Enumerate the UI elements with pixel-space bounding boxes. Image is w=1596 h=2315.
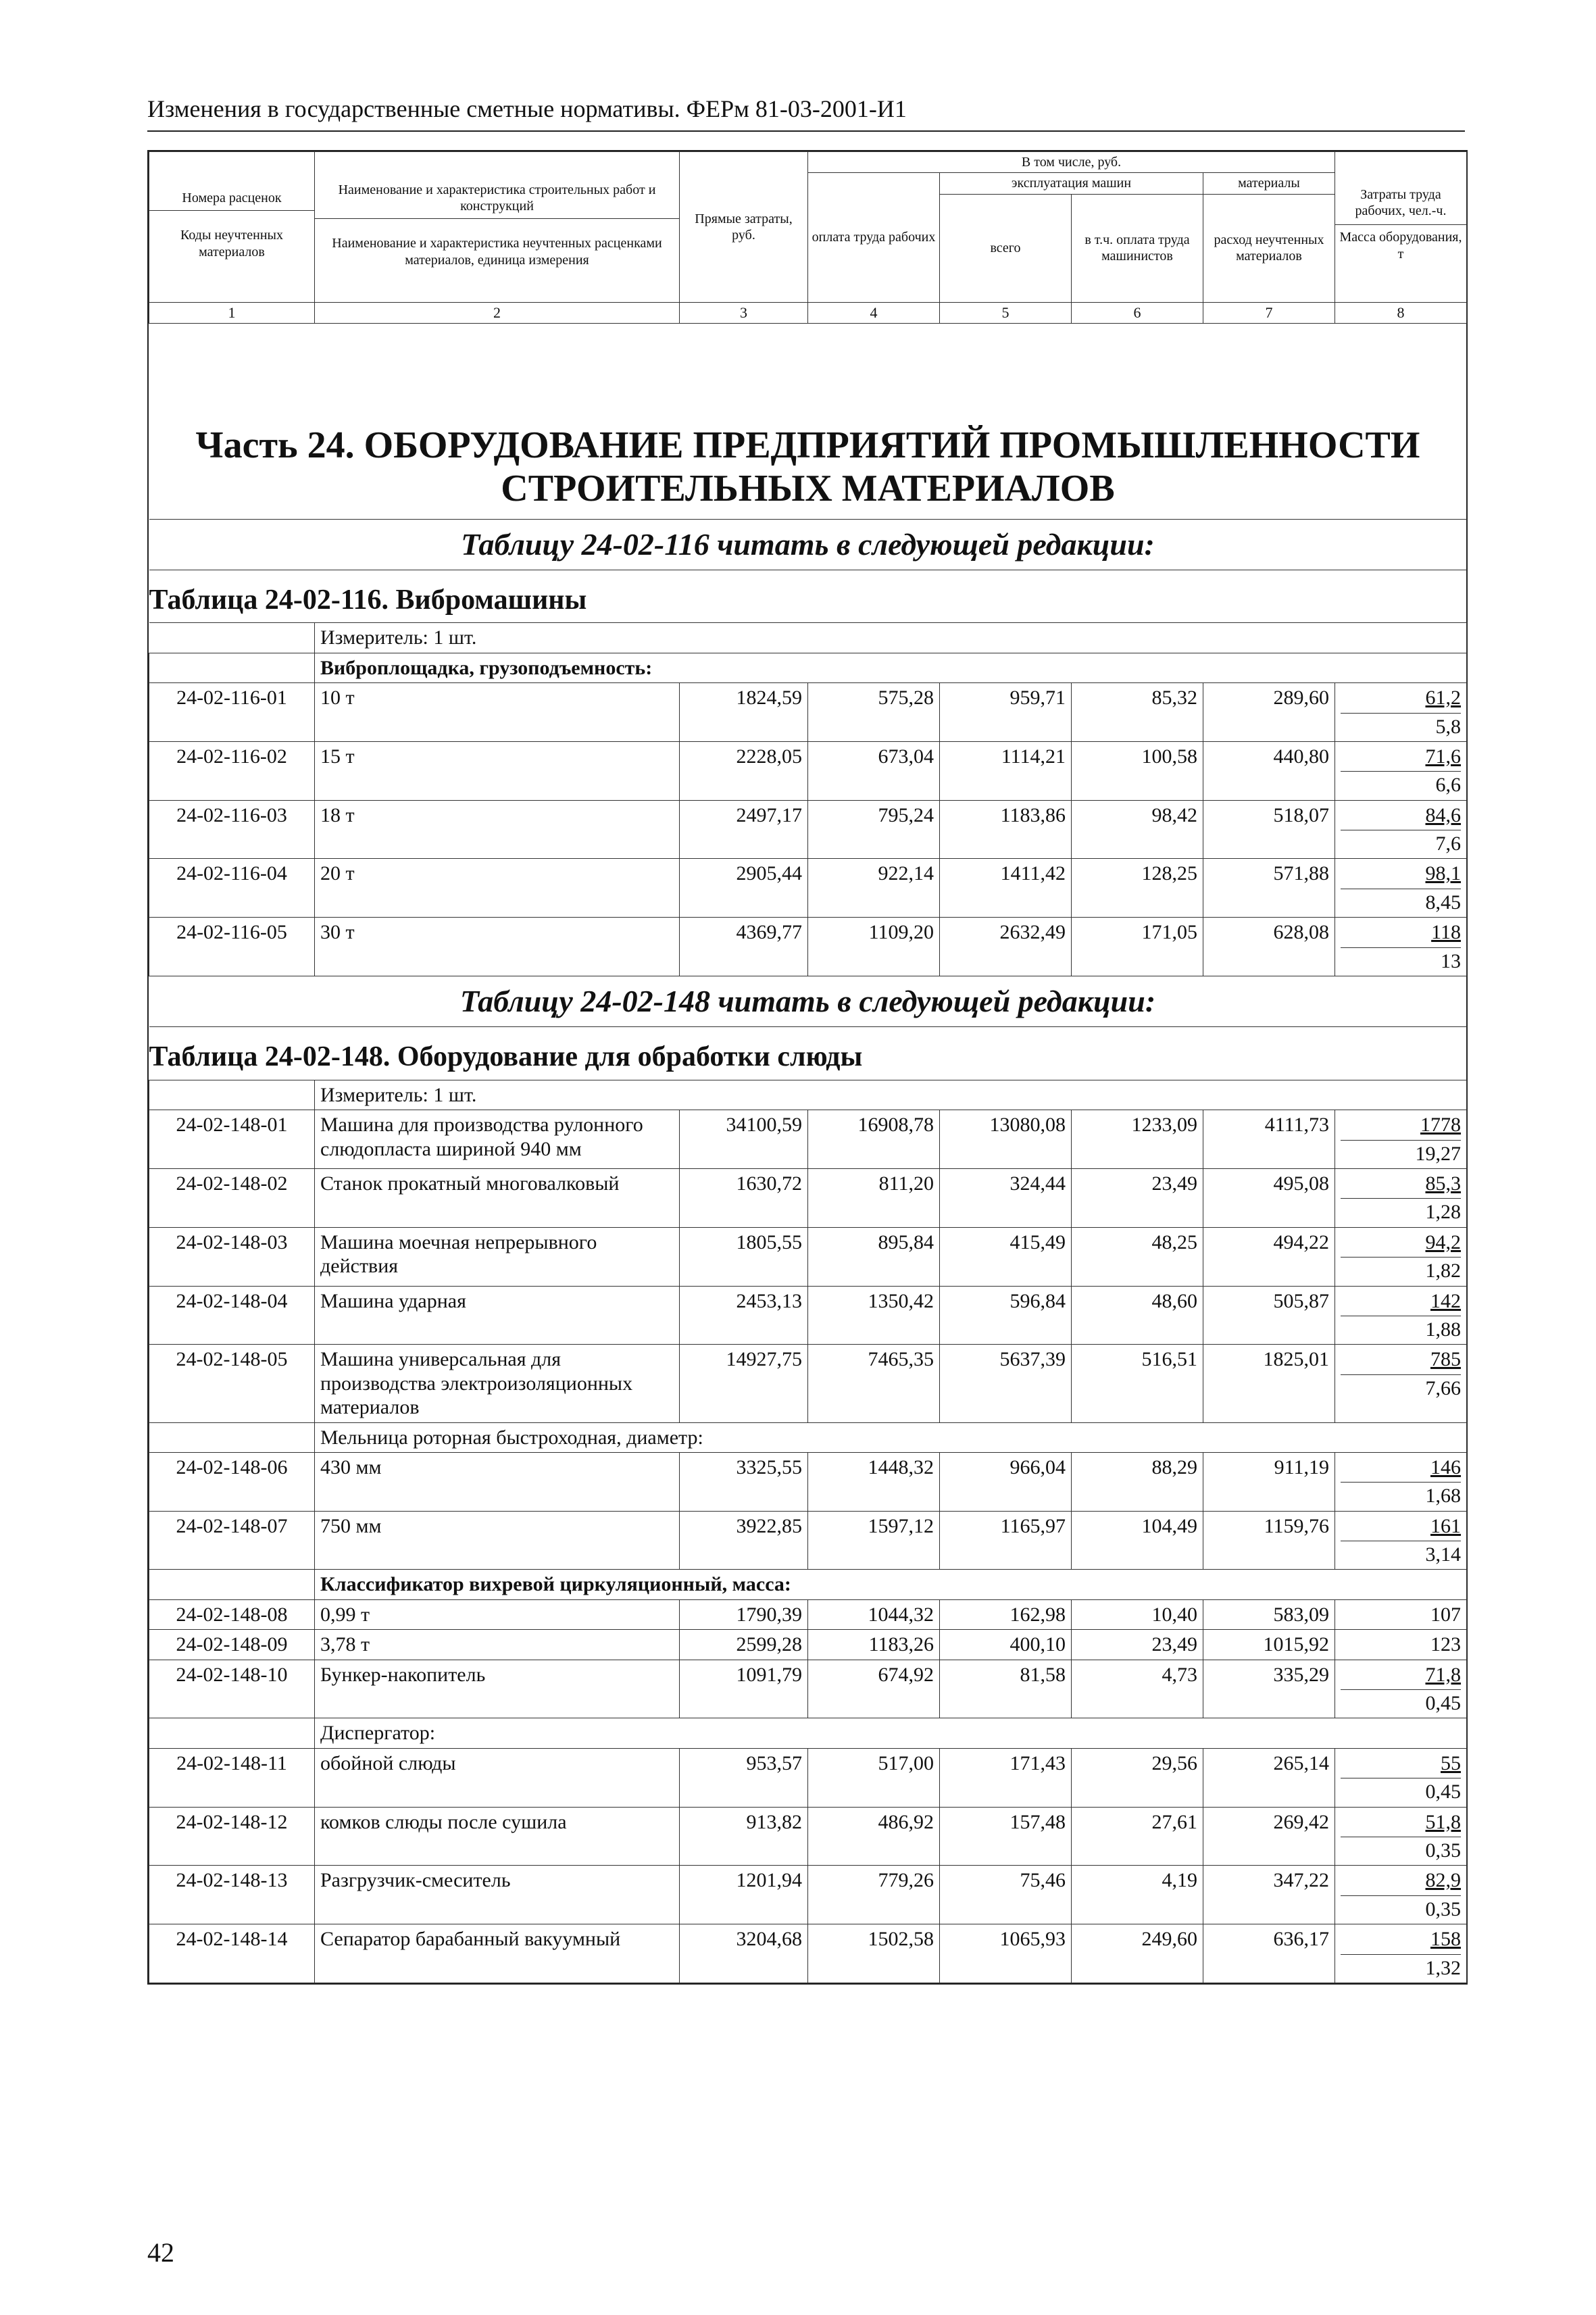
part-title-line1: Часть 24. ОБОРУДОВАНИЕ ПРЕДПРИЯТИЙ ПРОМЫШЛЕННОСТИ bbox=[195, 424, 1420, 466]
rate-name: 18 т bbox=[315, 800, 680, 859]
col8-header bbox=[1335, 152, 1467, 303]
table-row bbox=[149, 1110, 1467, 1169]
rate-code: 24-02-148-13 bbox=[149, 1866, 315, 1924]
direct-costs: 2228,05 bbox=[680, 741, 808, 800]
t116-note: Таблицу 24-02-116 читать в следующей редакции: bbox=[149, 519, 1467, 570]
equipment-mass: 0,45 bbox=[1341, 1689, 1461, 1715]
table-row bbox=[149, 1660, 1467, 1718]
machinist-wages: 23,49 bbox=[1072, 1169, 1203, 1228]
col2-title: Наименование и характеристика строительных работ и конструкций bbox=[338, 182, 656, 214]
labor-hours: 71,6 bbox=[1425, 745, 1461, 768]
labor-mass-cell bbox=[1335, 1660, 1467, 1718]
machine-total: 1183,86 bbox=[940, 800, 1072, 859]
labor-mass-cell bbox=[1335, 1924, 1467, 1983]
rate-code: 24-02-148-02 bbox=[149, 1169, 315, 1228]
rate-code: 24-02-116-02 bbox=[149, 741, 315, 800]
materials: 269,42 bbox=[1203, 1807, 1335, 1866]
materials: 583,09 bbox=[1203, 1599, 1335, 1629]
table-row bbox=[149, 918, 1467, 976]
materials: 494,22 bbox=[1203, 1227, 1335, 1286]
equipment-mass: 13 bbox=[1341, 947, 1461, 973]
machinist-wages: 516,51 bbox=[1072, 1345, 1203, 1422]
materials: 495,08 bbox=[1203, 1169, 1335, 1228]
table-row bbox=[149, 1807, 1467, 1866]
rate-code: 24-02-116-01 bbox=[149, 683, 315, 742]
labor-wages: 779,26 bbox=[808, 1866, 940, 1924]
rate-name: 15 т bbox=[315, 741, 680, 800]
direct-costs: 14927,75 bbox=[680, 1345, 808, 1422]
direct-costs: 3325,55 bbox=[680, 1452, 808, 1511]
rate-name: Станок прокатный многовалковый bbox=[315, 1169, 680, 1228]
colnum-4: 4 bbox=[808, 302, 940, 323]
equipment-mass: 6,6 bbox=[1341, 771, 1461, 797]
direct-costs: 1201,94 bbox=[680, 1866, 808, 1924]
table-row bbox=[149, 1452, 1467, 1511]
direct-costs: 953,57 bbox=[680, 1748, 808, 1807]
labor-hours: 94,2 bbox=[1425, 1230, 1461, 1253]
col5-header: всего bbox=[940, 194, 1072, 302]
labor-mass-cell bbox=[1335, 1511, 1467, 1570]
norms-table bbox=[149, 151, 1467, 1983]
rate-name: 10 т bbox=[315, 683, 680, 742]
rate-code: 24-02-148-12 bbox=[149, 1807, 315, 1866]
machinist-wages: 10,40 bbox=[1072, 1599, 1203, 1629]
materials: 347,22 bbox=[1203, 1866, 1335, 1924]
rate-code: 24-02-148-09 bbox=[149, 1630, 315, 1660]
direct-costs: 4369,77 bbox=[680, 918, 808, 976]
direct-costs: 2497,17 bbox=[680, 800, 808, 859]
table-row bbox=[149, 1630, 1467, 1660]
machine-total: 1165,97 bbox=[940, 1511, 1072, 1570]
machine-total: 1114,21 bbox=[940, 741, 1072, 800]
t148-title: Таблица 24-02-148. Оборудование для обработки слюды bbox=[149, 1027, 1467, 1080]
colnum-2: 2 bbox=[315, 302, 680, 323]
colnum-3: 3 bbox=[680, 302, 808, 323]
table-row bbox=[149, 1511, 1467, 1570]
materials: 1825,01 bbox=[1203, 1345, 1335, 1422]
incl-header: В том числе, руб. bbox=[808, 152, 1335, 173]
machinist-wages: 98,42 bbox=[1072, 800, 1203, 859]
expl-header: эксплуатация машин bbox=[940, 173, 1203, 194]
labor-mass-cell bbox=[1335, 1169, 1467, 1228]
colnum-6: 6 bbox=[1072, 302, 1203, 323]
materials: 1159,76 bbox=[1203, 1511, 1335, 1570]
rate-code: 24-02-148-05 bbox=[149, 1345, 315, 1422]
labor-wages: 1044,32 bbox=[808, 1599, 940, 1629]
t116-group-spacer bbox=[149, 653, 315, 682]
t148-group-mill-spacer bbox=[149, 1422, 315, 1452]
materials: 289,60 bbox=[1203, 683, 1335, 742]
labor-wages: 922,14 bbox=[808, 859, 940, 918]
rate-name: обойной слюды bbox=[315, 1748, 680, 1807]
labor-wages: 895,84 bbox=[808, 1227, 940, 1286]
equipment-mass: 3,14 bbox=[1341, 1541, 1461, 1566]
t116-title: Таблица 24-02-116. Вибромашины bbox=[149, 570, 1467, 623]
header-rule bbox=[147, 130, 1465, 132]
rate-name: Бункер-накопитель bbox=[315, 1660, 680, 1718]
labor-hours: 142 bbox=[1430, 1289, 1461, 1312]
col1-header bbox=[149, 152, 315, 303]
equipment-mass: 5,8 bbox=[1341, 713, 1461, 739]
t148-note: Таблицу 24-02-148 читать в следующей редакции: bbox=[149, 976, 1467, 1027]
labor-wages: 1502,58 bbox=[808, 1924, 940, 1983]
machine-total: 5637,39 bbox=[940, 1345, 1072, 1422]
rate-code: 24-02-148-03 bbox=[149, 1227, 315, 1286]
col8-title: Затраты труда рабочих, чел.-ч. bbox=[1355, 186, 1447, 218]
machinist-wages: 48,60 bbox=[1072, 1286, 1203, 1345]
rate-name: 430 мм bbox=[315, 1452, 680, 1511]
machine-total: 966,04 bbox=[940, 1452, 1072, 1511]
machinist-wages: 48,25 bbox=[1072, 1227, 1203, 1286]
part-title-line2: СТРОИТЕЛЬНЫХ МАТЕРИАЛОВ bbox=[501, 468, 1115, 510]
col8-subtitle: Масса оборудования, т bbox=[1335, 224, 1466, 262]
colnum-1: 1 bbox=[149, 302, 315, 323]
rate-code: 24-02-116-03 bbox=[149, 800, 315, 859]
equipment-mass: 1,28 bbox=[1341, 1198, 1461, 1224]
rate-name: 30 т bbox=[315, 918, 680, 976]
direct-costs: 1805,55 bbox=[680, 1227, 808, 1286]
direct-costs: 1790,39 bbox=[680, 1599, 808, 1629]
machine-total: 171,43 bbox=[940, 1748, 1072, 1807]
materials: 636,17 bbox=[1203, 1924, 1335, 1983]
machinist-wages: 27,61 bbox=[1072, 1807, 1203, 1866]
machine-total: 596,84 bbox=[940, 1286, 1072, 1345]
materials: 571,88 bbox=[1203, 859, 1335, 918]
labor-wages: 673,04 bbox=[808, 741, 940, 800]
materials: 1015,92 bbox=[1203, 1630, 1335, 1660]
labor-hours: 98,1 bbox=[1425, 862, 1461, 885]
labor-mass-cell bbox=[1335, 1286, 1467, 1345]
labor-mass-cell bbox=[1335, 1866, 1467, 1924]
labor-mass-cell bbox=[1335, 859, 1467, 918]
labor-hours: 146 bbox=[1430, 1455, 1461, 1478]
equipment-mass: 7,66 bbox=[1341, 1374, 1461, 1400]
labor-hours: 82,9 bbox=[1425, 1869, 1461, 1892]
rate-name: 0,99 т bbox=[315, 1599, 680, 1629]
colnum-7: 7 bbox=[1203, 302, 1335, 323]
labor-mass-cell bbox=[1335, 800, 1467, 859]
labor-mass-cell bbox=[1335, 1227, 1467, 1286]
materials: 265,14 bbox=[1203, 1748, 1335, 1807]
machinist-wages: 1233,09 bbox=[1072, 1110, 1203, 1169]
materials: 440,80 bbox=[1203, 741, 1335, 800]
equipment-mass: 0,45 bbox=[1341, 1778, 1461, 1803]
labor-wages: 1109,20 bbox=[808, 918, 940, 976]
page-number: 42 bbox=[147, 2237, 174, 2268]
labor-hours: 71,8 bbox=[1425, 1663, 1461, 1686]
rate-code: 24-02-148-06 bbox=[149, 1452, 315, 1511]
machine-total: 2632,49 bbox=[940, 918, 1072, 976]
rate-name: Машина для производства рулонного слюдопласта шириной 940 мм bbox=[315, 1110, 680, 1169]
machinist-wages: 88,29 bbox=[1072, 1452, 1203, 1511]
equipment-mass: 1,82 bbox=[1341, 1257, 1461, 1283]
direct-costs: 3922,85 bbox=[680, 1511, 808, 1570]
labor-hours: 61,2 bbox=[1425, 687, 1461, 710]
machinist-wages: 85,32 bbox=[1072, 683, 1203, 742]
labor-hours: 1778 bbox=[1420, 1114, 1461, 1137]
norms-sheet bbox=[147, 150, 1468, 1985]
col2-header bbox=[315, 152, 680, 303]
rate-code: 24-02-148-01 bbox=[149, 1110, 315, 1169]
machinist-wages: 249,60 bbox=[1072, 1924, 1203, 1983]
machine-total: 13080,08 bbox=[940, 1110, 1072, 1169]
direct-costs: 1630,72 bbox=[680, 1169, 808, 1228]
col1-subtitle: Коды неучтенных материалов bbox=[149, 210, 314, 260]
rate-code: 24-02-148-07 bbox=[149, 1511, 315, 1570]
labor-hours: 161 bbox=[1430, 1514, 1461, 1537]
labor-mass-cell bbox=[1335, 1452, 1467, 1511]
machine-total: 162,98 bbox=[940, 1599, 1072, 1629]
equipment-mass: 1,32 bbox=[1341, 1954, 1461, 1980]
machine-total: 1411,42 bbox=[940, 859, 1072, 918]
labor-mass-cell bbox=[1335, 1345, 1467, 1422]
direct-costs: 2905,44 bbox=[680, 859, 808, 918]
rate-name: комков слюды после сушила bbox=[315, 1807, 680, 1866]
labor-hours: 118 bbox=[1431, 921, 1461, 944]
table-row bbox=[149, 1227, 1467, 1286]
labor-mass-cell bbox=[1335, 741, 1467, 800]
col1-title: Номера расценок bbox=[182, 190, 282, 205]
labor-mass-cell bbox=[1335, 1748, 1467, 1807]
rate-code: 24-02-148-10 bbox=[149, 1660, 315, 1718]
table-row bbox=[149, 1866, 1467, 1924]
machinist-wages: 29,56 bbox=[1072, 1748, 1203, 1807]
labor-wages: 16908,78 bbox=[808, 1110, 940, 1169]
rate-code: 24-02-148-11 bbox=[149, 1748, 315, 1807]
rate-name: Сепаратор барабанный вакуумный bbox=[315, 1924, 680, 1983]
t148-group-class: Классификатор вихревой циркуляционный, масса: bbox=[315, 1570, 1467, 1599]
machine-total: 81,58 bbox=[940, 1660, 1072, 1718]
machinist-wages: 4,19 bbox=[1072, 1866, 1203, 1924]
table-row bbox=[149, 1345, 1467, 1422]
table-row bbox=[149, 1748, 1467, 1807]
t148-measure-spacer bbox=[149, 1080, 315, 1110]
materials: 911,19 bbox=[1203, 1452, 1335, 1511]
equipment-mass: 1,68 bbox=[1341, 1482, 1461, 1508]
t148-group-disp: Диспергатор: bbox=[315, 1718, 1467, 1748]
direct-costs: 1091,79 bbox=[680, 1660, 808, 1718]
t148-group-class-spacer bbox=[149, 1570, 315, 1599]
direct-costs: 34100,59 bbox=[680, 1110, 808, 1169]
rate-name: 750 мм bbox=[315, 1511, 680, 1570]
machinist-wages: 104,49 bbox=[1072, 1511, 1203, 1570]
table-row bbox=[149, 741, 1467, 800]
equipment-mass: 7,6 bbox=[1341, 830, 1461, 855]
rate-code: 24-02-116-05 bbox=[149, 918, 315, 976]
labor-wages: 1350,42 bbox=[808, 1286, 940, 1345]
rate-code: 24-02-148-04 bbox=[149, 1286, 315, 1345]
labor-wages: 1448,32 bbox=[808, 1452, 940, 1511]
colnum-5: 5 bbox=[940, 302, 1072, 323]
direct-costs: 2453,13 bbox=[680, 1286, 808, 1345]
rate-name: Машина моечная непрерывного действия bbox=[315, 1227, 680, 1286]
t116-group: Виброплощадка, грузоподъемность: bbox=[315, 653, 1467, 682]
labor-hours: 85,3 bbox=[1425, 1172, 1461, 1195]
labor-hours: 51,8 bbox=[1425, 1810, 1461, 1833]
direct-costs: 1824,59 bbox=[680, 683, 808, 742]
table-row bbox=[149, 1286, 1467, 1345]
part-title bbox=[149, 323, 1467, 519]
machinist-wages: 4,73 bbox=[1072, 1660, 1203, 1718]
colnum-8: 8 bbox=[1335, 302, 1467, 323]
table-row bbox=[149, 683, 1467, 742]
table-row bbox=[149, 800, 1467, 859]
rate-code: 24-02-116-04 bbox=[149, 859, 315, 918]
labor-mass-cell: 107 bbox=[1335, 1599, 1467, 1629]
t148-group-disp-spacer bbox=[149, 1718, 315, 1748]
equipment-mass: 0,35 bbox=[1341, 1837, 1461, 1862]
materials: 505,87 bbox=[1203, 1286, 1335, 1345]
col3-header: Прямые затраты, руб. bbox=[680, 152, 808, 303]
labor-hours: 158 bbox=[1430, 1928, 1461, 1951]
machine-total: 324,44 bbox=[940, 1169, 1072, 1228]
labor-hours: 785 bbox=[1430, 1348, 1461, 1371]
labor-mass-cell: 123 bbox=[1335, 1630, 1467, 1660]
t116-measure-spacer bbox=[149, 623, 315, 653]
table-row bbox=[149, 859, 1467, 918]
labor-hours: 84,6 bbox=[1425, 803, 1461, 826]
mat-header: материалы bbox=[1203, 173, 1335, 194]
rate-code: 24-02-148-08 bbox=[149, 1599, 315, 1629]
t148-group-mill: Мельница роторная быстроходная, диаметр: bbox=[315, 1422, 1467, 1452]
machinist-wages: 171,05 bbox=[1072, 918, 1203, 976]
labor-wages: 486,92 bbox=[808, 1807, 940, 1866]
machinist-wages: 128,25 bbox=[1072, 859, 1203, 918]
col6-header: в т.ч. оплата труда машинистов bbox=[1072, 194, 1203, 302]
materials: 518,07 bbox=[1203, 800, 1335, 859]
machine-total: 415,49 bbox=[940, 1227, 1072, 1286]
col4-header: оплата труда рабочих bbox=[808, 173, 940, 302]
machinist-wages: 23,49 bbox=[1072, 1630, 1203, 1660]
labor-hours: 55 bbox=[1441, 1751, 1461, 1774]
materials: 628,08 bbox=[1203, 918, 1335, 976]
machine-total: 959,71 bbox=[940, 683, 1072, 742]
equipment-mass: 0,35 bbox=[1341, 1895, 1461, 1921]
direct-costs: 3204,68 bbox=[680, 1924, 808, 1983]
equipment-mass: 8,45 bbox=[1341, 889, 1461, 914]
rate-name: 3,78 т bbox=[315, 1630, 680, 1660]
col7-header: расход неучтенных материалов bbox=[1203, 194, 1335, 302]
direct-costs: 913,82 bbox=[680, 1807, 808, 1866]
col2-subtitle: Наименование и характеристика неучтенных расценками материалов, единица измерения bbox=[315, 218, 679, 268]
t148-measure: Измеритель: 1 шт. bbox=[315, 1080, 1467, 1110]
labor-wages: 7465,35 bbox=[808, 1345, 940, 1422]
labor-mass-cell bbox=[1335, 918, 1467, 976]
labor-wages: 674,92 bbox=[808, 1660, 940, 1718]
machine-total: 157,48 bbox=[940, 1807, 1072, 1866]
materials: 335,29 bbox=[1203, 1660, 1335, 1718]
machine-total: 1065,93 bbox=[940, 1924, 1072, 1983]
machinist-wages: 100,58 bbox=[1072, 741, 1203, 800]
rate-code: 24-02-148-14 bbox=[149, 1924, 315, 1983]
rate-name: Разгрузчик-смеситель bbox=[315, 1866, 680, 1924]
rate-name: 20 т bbox=[315, 859, 680, 918]
machine-total: 400,10 bbox=[940, 1630, 1072, 1660]
equipment-mass: 19,27 bbox=[1341, 1140, 1461, 1166]
table-row bbox=[149, 1924, 1467, 1983]
rate-name: Машина ударная bbox=[315, 1286, 680, 1345]
equipment-mass: 1,88 bbox=[1341, 1316, 1461, 1341]
labor-mass-cell bbox=[1335, 1807, 1467, 1866]
page-header: Изменения в государственные сметные нормативы. ФЕРм 81-03-2001-И1 bbox=[147, 95, 907, 122]
labor-wages: 811,20 bbox=[808, 1169, 940, 1228]
materials: 4111,73 bbox=[1203, 1110, 1335, 1169]
table-row bbox=[149, 1169, 1467, 1228]
labor-wages: 517,00 bbox=[808, 1748, 940, 1807]
rate-name: Машина универсальная для производства электроизоляционных материалов bbox=[315, 1345, 680, 1422]
labor-wages: 575,28 bbox=[808, 683, 940, 742]
labor-mass-cell bbox=[1335, 683, 1467, 742]
labor-mass-cell bbox=[1335, 1110, 1467, 1169]
machine-total: 75,46 bbox=[940, 1866, 1072, 1924]
table-row bbox=[149, 1599, 1467, 1629]
labor-wages: 1183,26 bbox=[808, 1630, 940, 1660]
direct-costs: 2599,28 bbox=[680, 1630, 808, 1660]
labor-wages: 795,24 bbox=[808, 800, 940, 859]
labor-wages: 1597,12 bbox=[808, 1511, 940, 1570]
t116-measure: Измеритель: 1 шт. bbox=[315, 623, 1467, 653]
